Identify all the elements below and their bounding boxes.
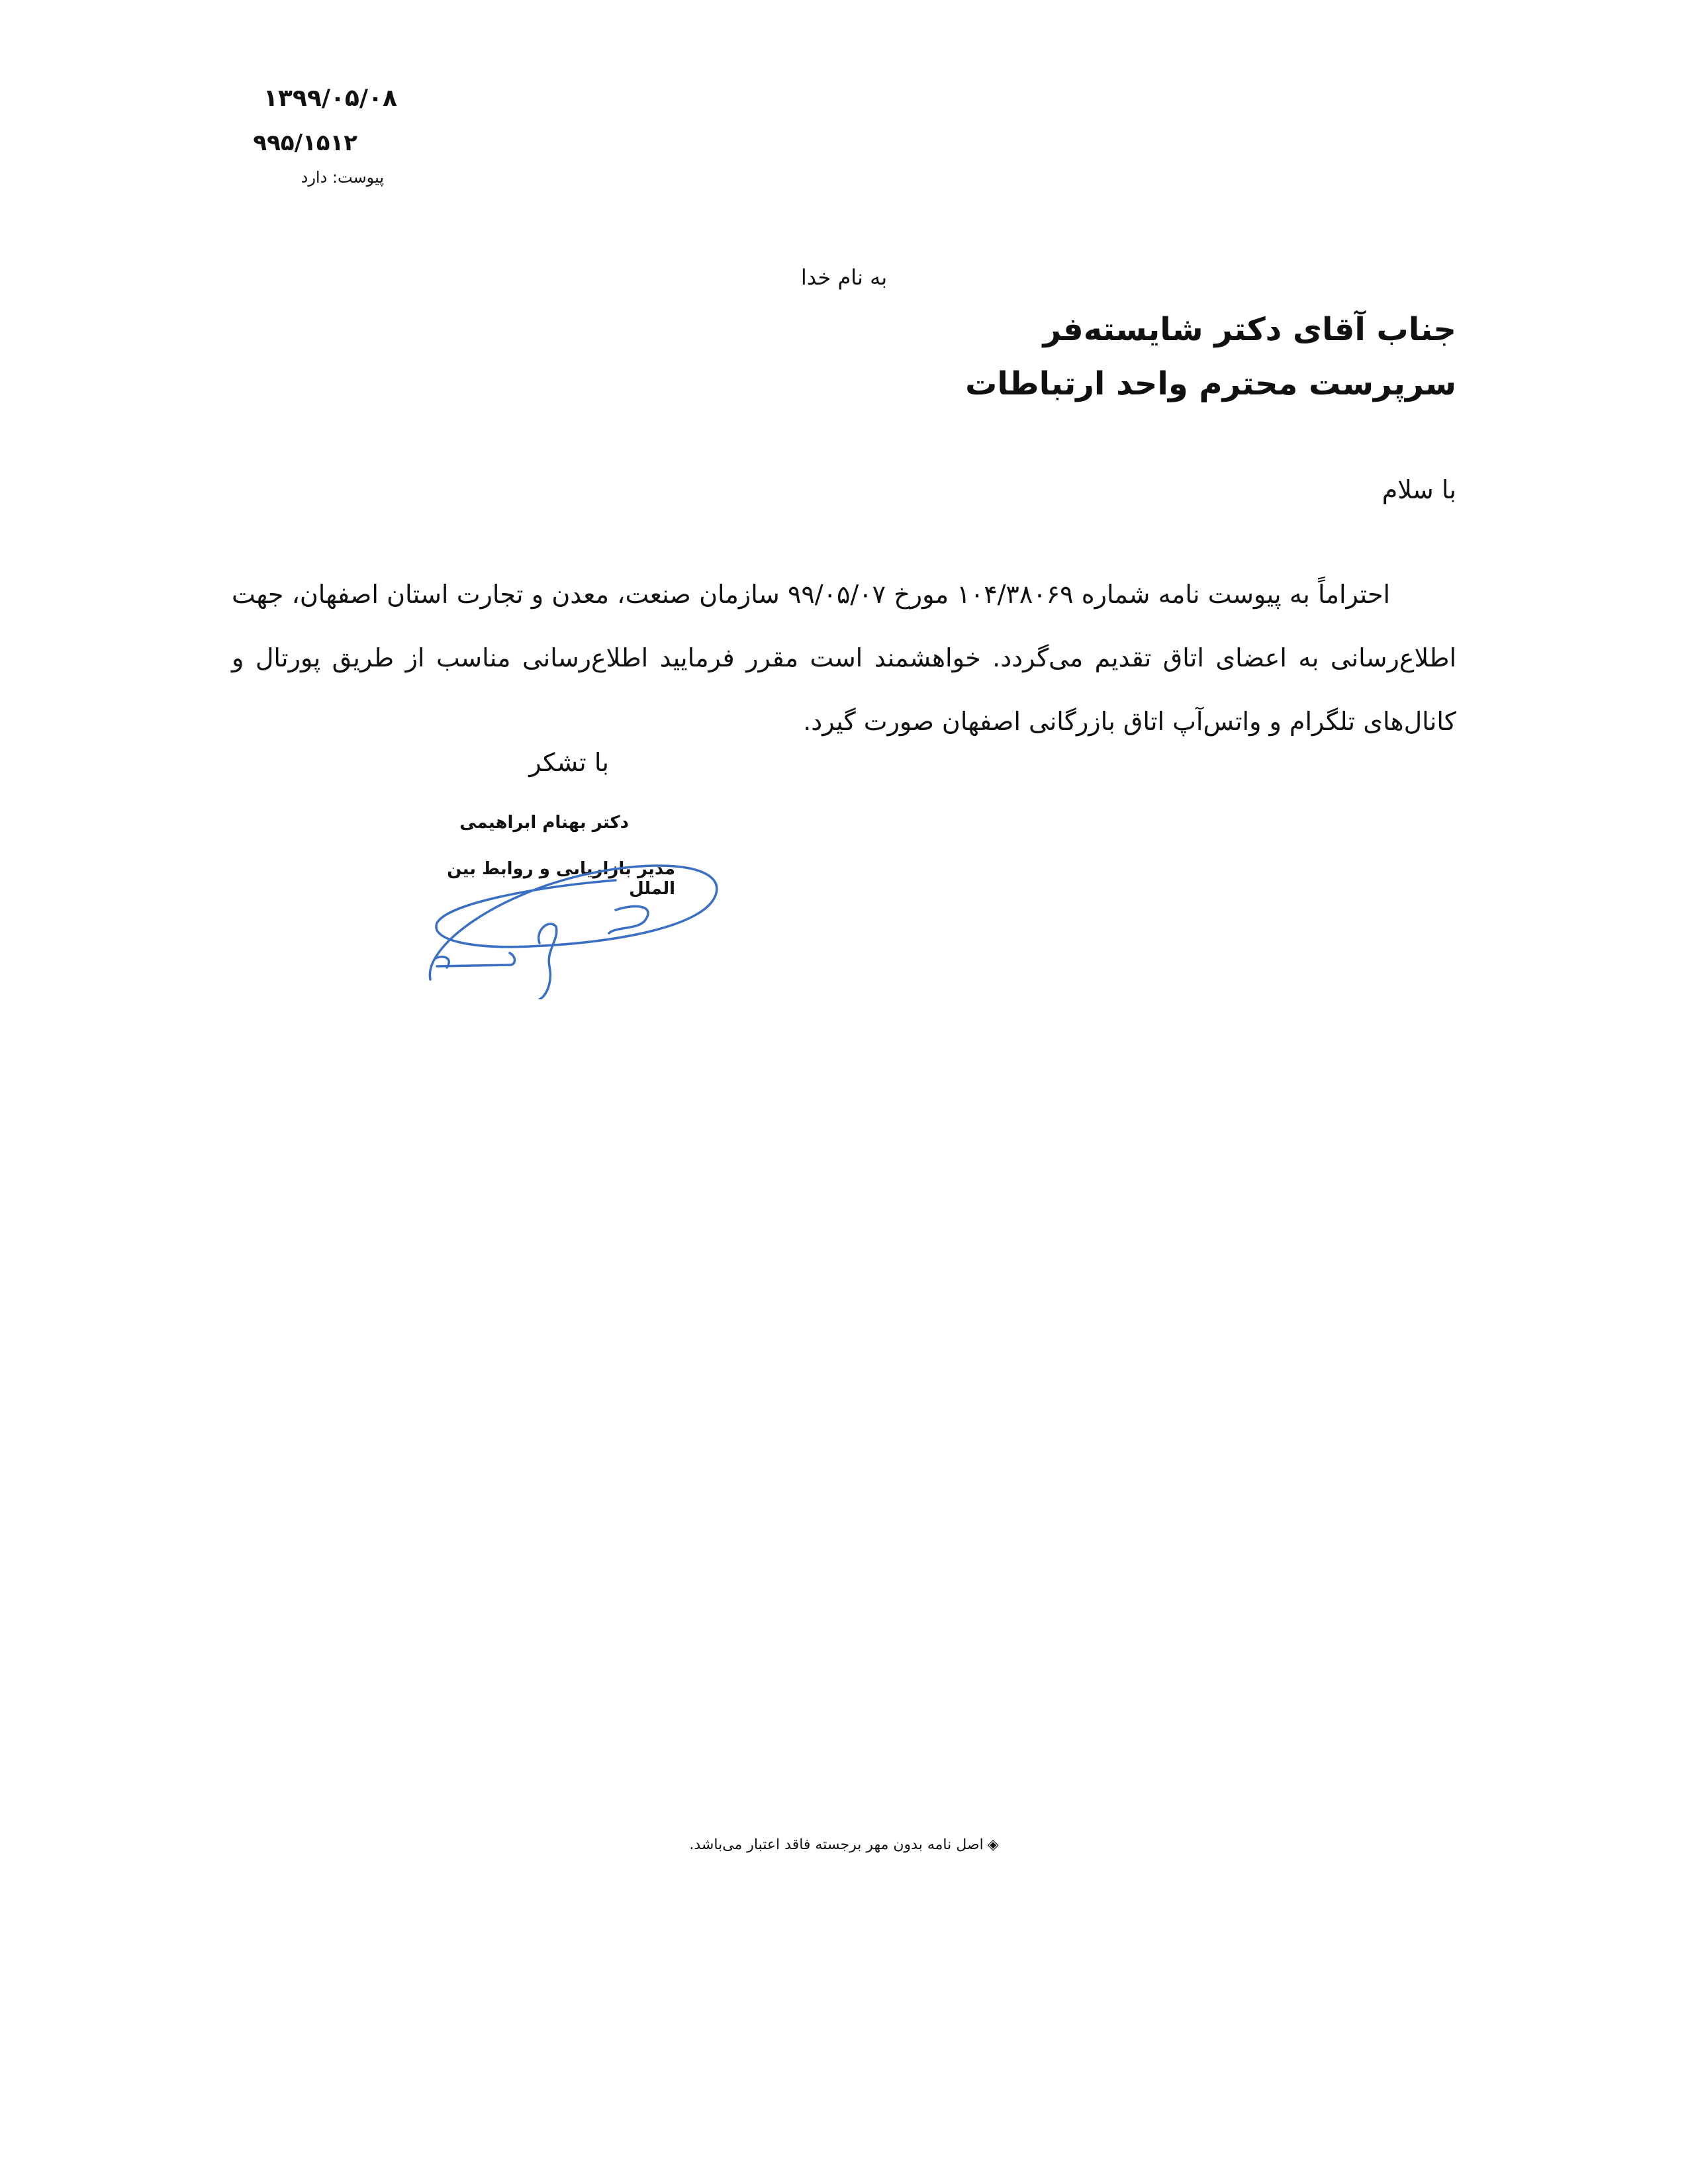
addressee-title: سرپرست محترم واحد ارتباطات [965, 365, 1456, 402]
signature-vertical-stroke [539, 924, 557, 999]
footer-note [645, 1837, 1043, 1853]
diamond-icon: ◈ [987, 1837, 999, 1853]
signature-loop-stroke [430, 866, 716, 979]
letter-number: ۹۹۵/۱۵۱۲ [253, 130, 357, 156]
signer-name: دکتر بهنام ابراهیمی [459, 813, 629, 833]
closing: با تشکر [529, 748, 609, 777]
signer-title: مدیر بازاریابی و روابط بین الملل [447, 859, 675, 899]
attachment-status: پیوست: دارد [301, 168, 384, 187]
greeting: با سلام [1382, 475, 1456, 504]
basmala: به نام خدا [800, 265, 888, 290]
footer-note-text: اصل نامه بدون مهر برجسته فاقد اعتبار می‌باشد. [689, 1837, 984, 1853]
letter-date: ۱۳۹۹/۰۵/۰۸ [263, 85, 397, 112]
addressee-name: جناب آقای دکتر شایسته‌فر [1043, 311, 1456, 348]
signature-hook-stroke [609, 907, 648, 933]
letter-body: احتراماً به پیوست نامه شماره ۱۰۴/۳۸۰۶۹ مورخ ۹۹/۰۵/۰۷ سازمان صنعت، معدن و تجارت استان اصفهان، جهت اطلاع‌رسانی به اعضای اتاق تقدیم می‌گردد. خواهشمند است مقرر فرمایید اطلاع‌رسانی مناسب از طریق پورتال و کانال‌های تلگرام و واتس‌آپ اتاق بازرگانی اصفهان صورت گیرد. [232, 580, 1456, 736]
handwritten-signature [417, 841, 728, 999]
